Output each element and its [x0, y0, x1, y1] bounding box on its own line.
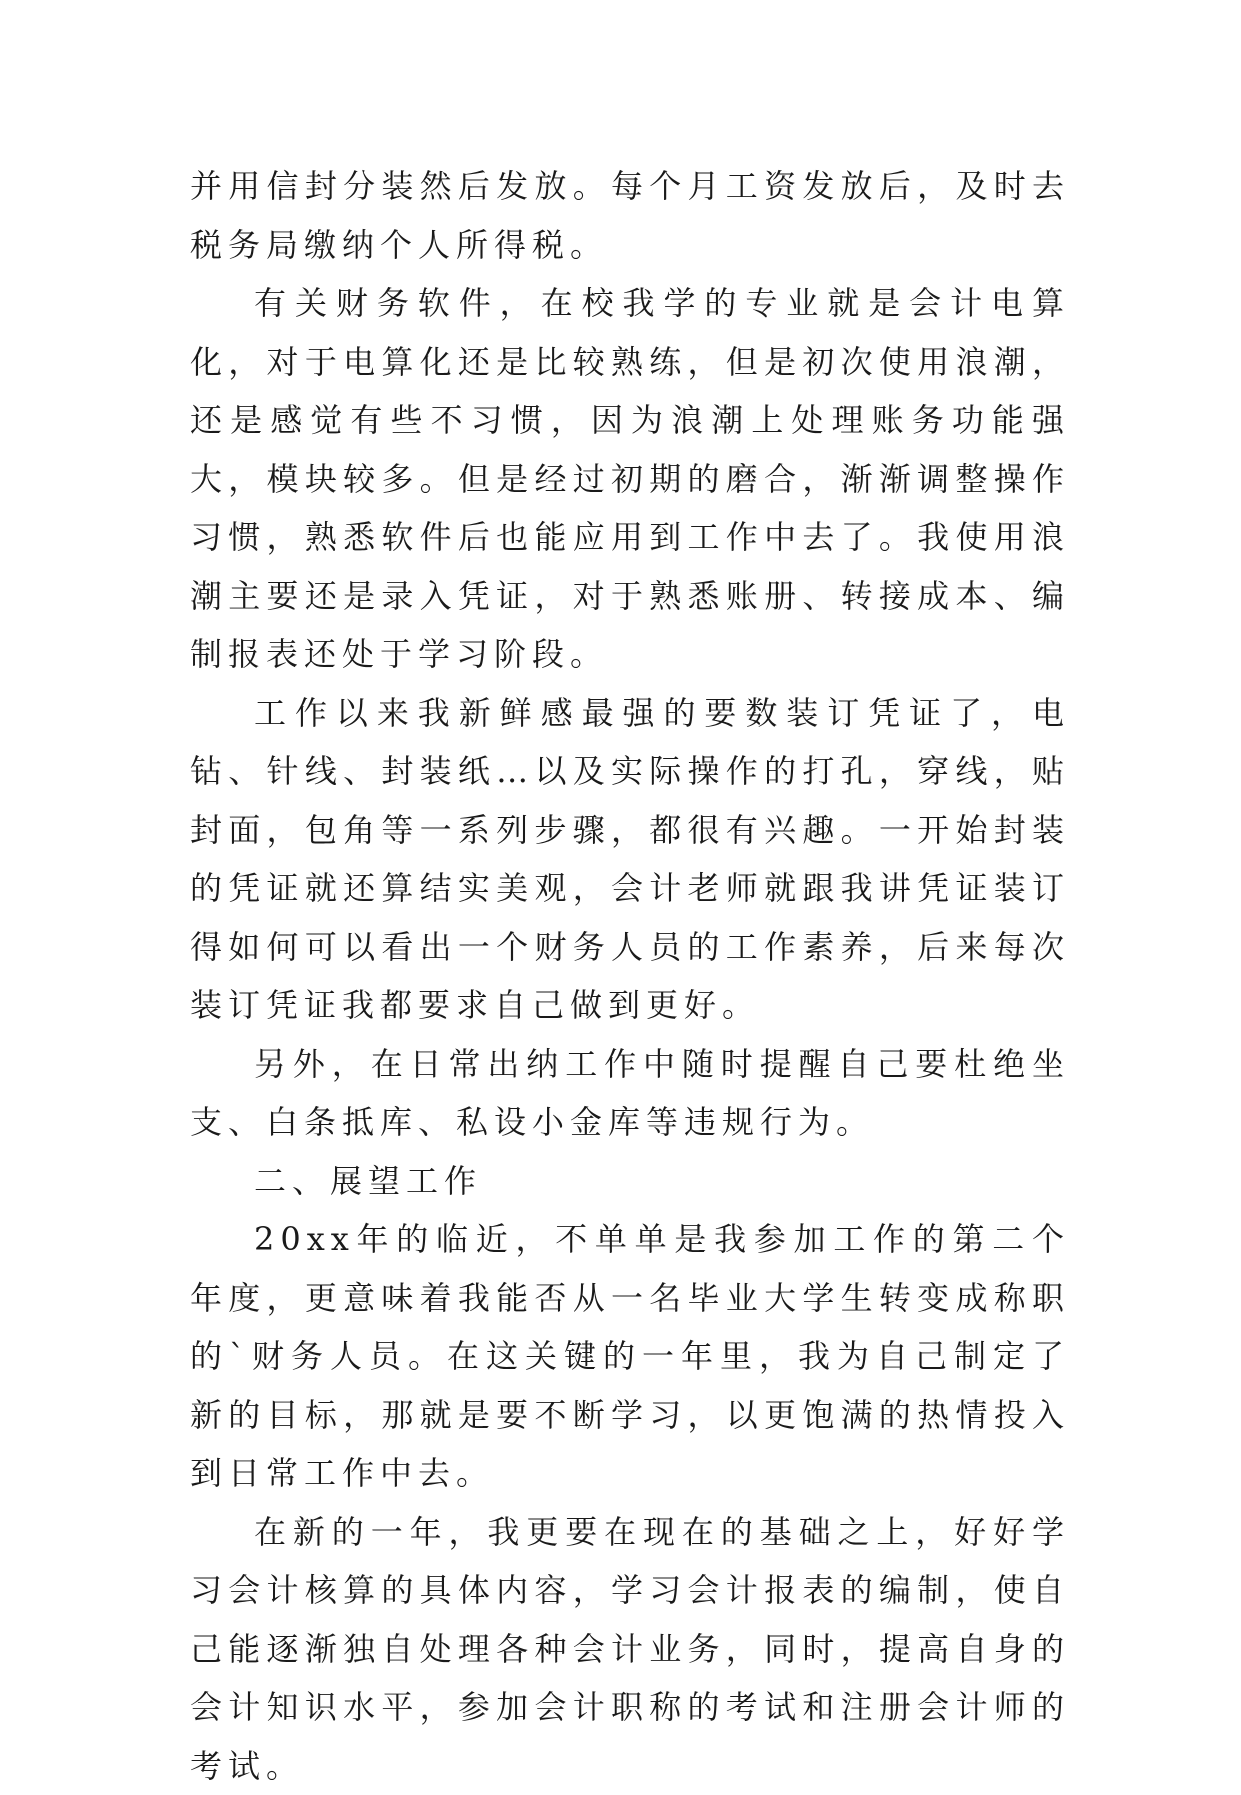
- paragraph-6: 在新的一年，我更要在现在的基础之上，好好学习会计核算的具体内容，学习会计报表的编制，使自己能逐渐独自处理各种会计业务，同时，提高自身的会计知识水平，参加会计职称的考试和注册会计师的考试。: [190, 1503, 1070, 1795]
- section-heading: 二、展望工作: [190, 1152, 1070, 1211]
- document-body: [190, 157, 1070, 1795]
- paragraph-2: 有关财务软件，在校我学的专业就是会计电算化，对于电算化还是比较熟练，但是初次使用浪潮，还是感觉有些不习惯，因为浪潮上处理账务功能强大，模块较多。但是经过初期的磨合，渐渐调整操作习惯，熟悉软件后也能应用到工作中去了。我使用浪潮主要还是录入凭证，对于熟悉账册、转接成本、编制报表还处于学习阶段。: [190, 274, 1070, 684]
- paragraph-1: 并用信封分装然后发放。每个月工资发放后，及时去税务局缴纳个人所得税。: [190, 157, 1070, 274]
- paragraph-5: 20xx年的临近，不单单是我参加工作的第二个年度，更意味着我能否从一名毕业大学生转变成称职的`财务人员。在这关键的一年里，我为自己制定了新的目标，那就是要不断学习，以更饱满的热情投入到日常工作中去。: [190, 1210, 1070, 1503]
- paragraph-3: 工作以来我新鲜感最强的要数装订凭证了，电钻、针线、封装纸…以及实际操作的打孔，穿线，贴封面，包角等一系列步骤，都很有兴趣。一开始封装的凭证就还算结实美观，会计老师就跟我讲凭证装订得如何可以看出一个财务人员的工作素养，后来每次装订凭证我都要求自己做到更好。: [190, 684, 1070, 1035]
- paragraph-4: 另外，在日常出纳工作中随时提醒自己要杜绝坐支、白条抵库、私设小金库等违规行为。: [190, 1035, 1070, 1152]
